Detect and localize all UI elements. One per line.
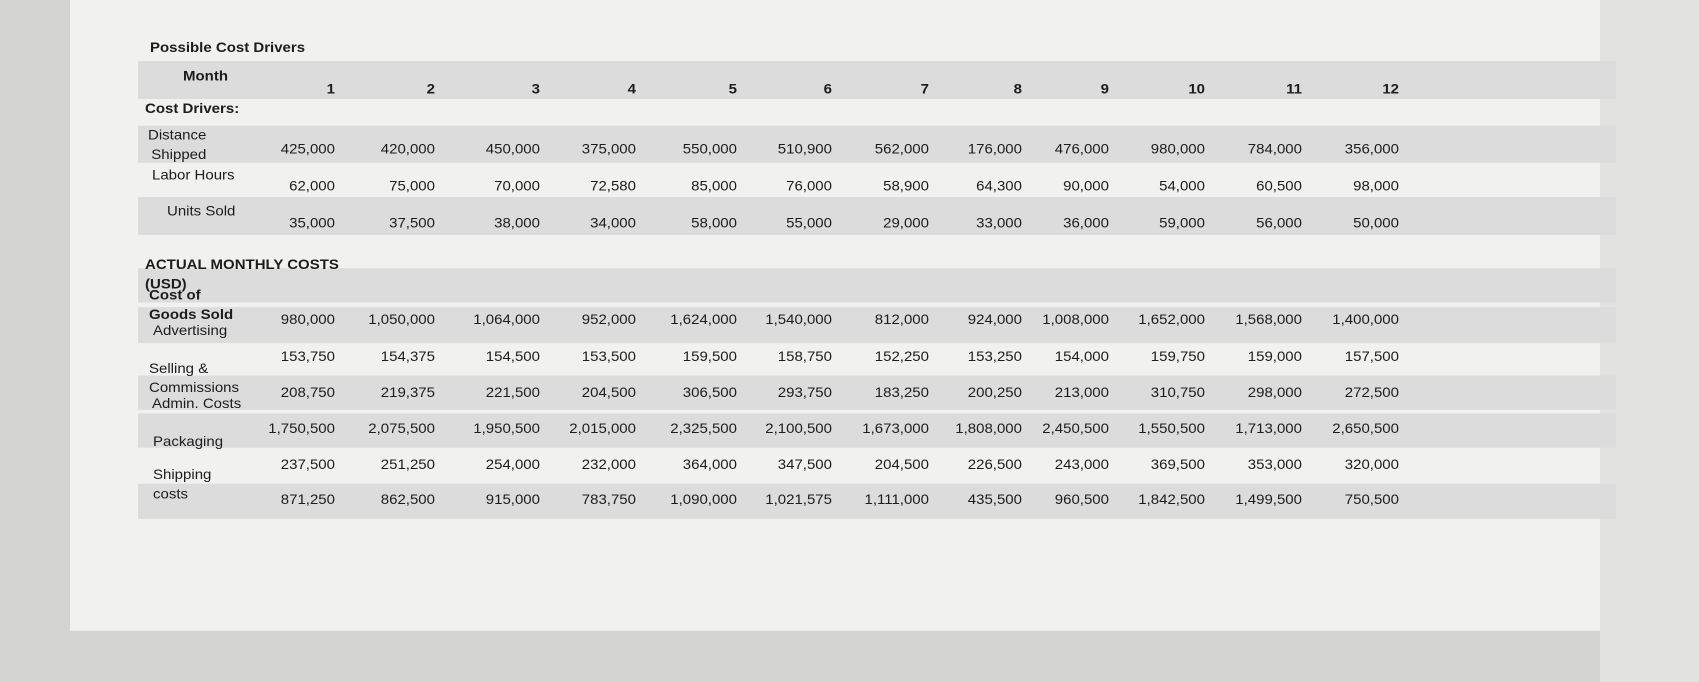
cost-value: 306,500	[682, 384, 737, 401]
cost-value: 1,499,500	[1235, 492, 1302, 508]
cost-value: 1,673,000	[862, 420, 929, 437]
cost-value: 200,250	[967, 384, 1022, 401]
driver-value: 76,000	[786, 178, 832, 195]
driver-value: 450,000	[485, 141, 540, 158]
driver-label-line: Units Sold	[167, 203, 236, 220]
cost-drivers-label: Cost Drivers:	[145, 100, 240, 117]
cost-value: 1,400,000	[1332, 311, 1399, 328]
actual-costs-label-line: ACTUAL MONTHLY COSTS	[145, 257, 339, 273]
cost-value: 2,015,000	[569, 420, 636, 437]
cost-value: 1,713,000	[1235, 420, 1302, 437]
cost-value: 204,500	[581, 384, 636, 401]
cost-value: 924,000	[967, 311, 1022, 328]
driver-value: 58,000	[691, 215, 737, 232]
cost-value: 159,750	[1150, 348, 1205, 365]
cost-value: 871,250	[280, 492, 335, 508]
cost-value: 208,750	[280, 384, 335, 401]
cost-value: 254,000	[485, 456, 540, 473]
cost-value: 2,325,500	[670, 420, 737, 437]
cost-value: 1,540,000	[765, 311, 832, 328]
cost-label-line: Admin. Costs	[152, 395, 242, 412]
cost-label-line: Goods Sold	[149, 307, 234, 323]
cost-value: 2,100,500	[765, 420, 832, 437]
cost-value: 1,090,000	[670, 492, 737, 508]
cost-value: 1,021,575	[765, 492, 832, 508]
driver-value: 33,000	[976, 215, 1022, 232]
cost-value: 310,750	[1150, 384, 1205, 401]
cost-label-line: Advertising	[153, 322, 228, 339]
cost-label-line: Shipping	[153, 467, 212, 483]
month-number: 8	[1013, 81, 1022, 98]
driver-label	[148, 126, 206, 165]
driver-label	[152, 166, 235, 185]
cost-value: 1,808,000	[955, 420, 1022, 437]
cost-value: 1,624,000	[670, 311, 737, 328]
cost-value: 159,500	[682, 348, 737, 365]
driver-value: 784,000	[1247, 141, 1302, 158]
cost-value: 152,250	[874, 348, 929, 365]
driver-value: 562,000	[874, 141, 929, 158]
cost-value: 369,500	[1150, 456, 1205, 473]
cost-value: 2,650,500	[1332, 420, 1399, 437]
cost-value: 157,500	[1344, 348, 1399, 365]
driver-value: 62,000	[289, 178, 335, 195]
month-number: 4	[627, 81, 636, 98]
driver-value: 356,000	[1344, 141, 1399, 158]
cost-value: 237,500	[280, 456, 335, 473]
cost-value: 158,750	[777, 348, 832, 365]
cost-value: 1,111,000	[864, 492, 929, 508]
cost-label	[149, 286, 233, 325]
driver-label-line: Shipped	[151, 147, 207, 163]
driver-value: 56,000	[1256, 215, 1302, 232]
cost-value: 1,568,000	[1235, 311, 1302, 328]
driver-value: 35,000	[289, 215, 335, 232]
actual-costs-label-line: (USD)	[145, 276, 187, 293]
month-number: 1	[326, 81, 335, 98]
month-label: Month	[183, 68, 228, 85]
driver-value: 425,000	[280, 141, 335, 158]
cost-label-line: costs	[153, 486, 189, 503]
driver-value: 420,000	[380, 141, 435, 158]
cost-label	[153, 321, 227, 340]
driver-value: 176,000	[967, 141, 1022, 158]
driver-value: 90,000	[1063, 178, 1109, 195]
cost-value: 213,000	[1054, 384, 1109, 401]
month-number: 5	[728, 81, 737, 98]
cost-label-line: Commissions	[149, 380, 240, 396]
cost-label	[153, 432, 223, 451]
driver-value: 38,000	[494, 215, 540, 232]
driver-value: 980,000	[1150, 141, 1205, 158]
cost-value: 1,550,500	[1138, 420, 1205, 437]
cost-value: 154,000	[1054, 348, 1109, 365]
driver-value: 476,000	[1054, 141, 1109, 158]
cost-value: 862,500	[380, 492, 435, 508]
driver-value: 59,000	[1159, 215, 1205, 232]
driver-value: 98,000	[1353, 178, 1399, 195]
cost-value: 298,000	[1247, 384, 1302, 401]
month-number: 7	[920, 81, 929, 98]
driver-value: 50,000	[1353, 215, 1399, 232]
cost-value: 952,000	[581, 311, 636, 328]
cost-value: 154,375	[380, 348, 435, 365]
cost-value: 1,750,500	[268, 420, 335, 437]
month-number: 3	[531, 81, 540, 98]
driver-label-line: Distance	[148, 127, 207, 144]
month-number: 11	[1286, 81, 1302, 98]
cost-value: 293,750	[777, 384, 832, 401]
driver-value: 375,000	[581, 141, 636, 158]
cost-value: 226,500	[967, 456, 1022, 473]
cost-label-line: Packaging	[153, 433, 224, 450]
cost-value: 221,500	[485, 384, 540, 401]
cost-value: 1,950,500	[473, 420, 540, 437]
month-number: 12	[1382, 81, 1399, 98]
driver-value: 58,900	[883, 178, 929, 195]
cost-value: 364,000	[682, 456, 737, 473]
row-band	[138, 268, 1616, 302]
driver-value: 54,000	[1159, 178, 1205, 195]
month-number: 10	[1188, 81, 1205, 98]
driver-value: 29,000	[883, 215, 929, 232]
cost-value: 435,500	[967, 492, 1022, 508]
month-number: 2	[426, 81, 435, 98]
driver-value: 64,300	[976, 178, 1022, 195]
driver-value: 34,000	[590, 215, 636, 232]
driver-value: 75,000	[389, 178, 435, 195]
cost-value: 980,000	[280, 311, 335, 328]
cost-value: 783,750	[581, 492, 636, 508]
cost-value: 2,450,500	[1042, 420, 1109, 437]
cost-value: 153,750	[280, 348, 335, 365]
driver-value: 72,580	[590, 178, 636, 195]
cost-value: 153,250	[967, 348, 1022, 365]
cost-label	[149, 359, 239, 398]
cost-value: 2,075,500	[368, 420, 435, 437]
cost-drivers-sheet	[70, 0, 1600, 631]
cost-value: 750,500	[1344, 492, 1399, 508]
cost-value: 183,250	[874, 384, 929, 401]
driver-value: 70,000	[494, 178, 540, 195]
sheet-title: Possible Cost Drivers	[150, 39, 306, 56]
driver-value: 510,900	[777, 141, 832, 158]
cost-value: 812,000	[874, 311, 929, 328]
cost-value: 347,500	[777, 456, 832, 473]
cost-label	[152, 394, 241, 413]
cost-value: 232,000	[581, 456, 636, 473]
cost-value: 251,250	[380, 456, 435, 473]
cost-value: 272,500	[1344, 384, 1399, 401]
cost-value: 1,050,000	[368, 311, 435, 328]
month-number: 9	[1100, 81, 1109, 98]
cost-label-line: Selling &	[149, 360, 209, 377]
cost-value: 159,000	[1247, 348, 1302, 365]
cost-value: 219,375	[380, 384, 435, 401]
driver-label-line: Labor Hours	[152, 167, 235, 184]
cost-value: 154,500	[485, 348, 540, 365]
driver-value: 36,000	[1063, 215, 1109, 232]
month-number: 6	[823, 81, 832, 98]
cost-label	[153, 465, 211, 504]
cost-value: 204,500	[874, 456, 929, 473]
cost-value: 153,500	[581, 348, 636, 365]
cost-value: 353,000	[1247, 456, 1302, 473]
driver-value: 60,500	[1256, 178, 1302, 195]
cost-value: 1,652,000	[1138, 311, 1205, 328]
cost-label-line: Cost of	[149, 287, 201, 304]
cost-value: 243,000	[1054, 456, 1109, 473]
driver-value: 37,500	[389, 215, 435, 232]
cost-value: 915,000	[485, 492, 540, 508]
cost-value: 1,008,000	[1042, 311, 1109, 328]
cost-value: 1,842,500	[1138, 492, 1205, 508]
driver-value: 550,000	[682, 141, 737, 158]
driver-label	[167, 202, 235, 221]
cost-value: 320,000	[1344, 456, 1399, 473]
driver-value: 55,000	[786, 215, 832, 232]
driver-value: 85,000	[691, 178, 737, 195]
cost-value: 960,500	[1054, 492, 1109, 508]
cost-value: 1,064,000	[473, 311, 540, 328]
